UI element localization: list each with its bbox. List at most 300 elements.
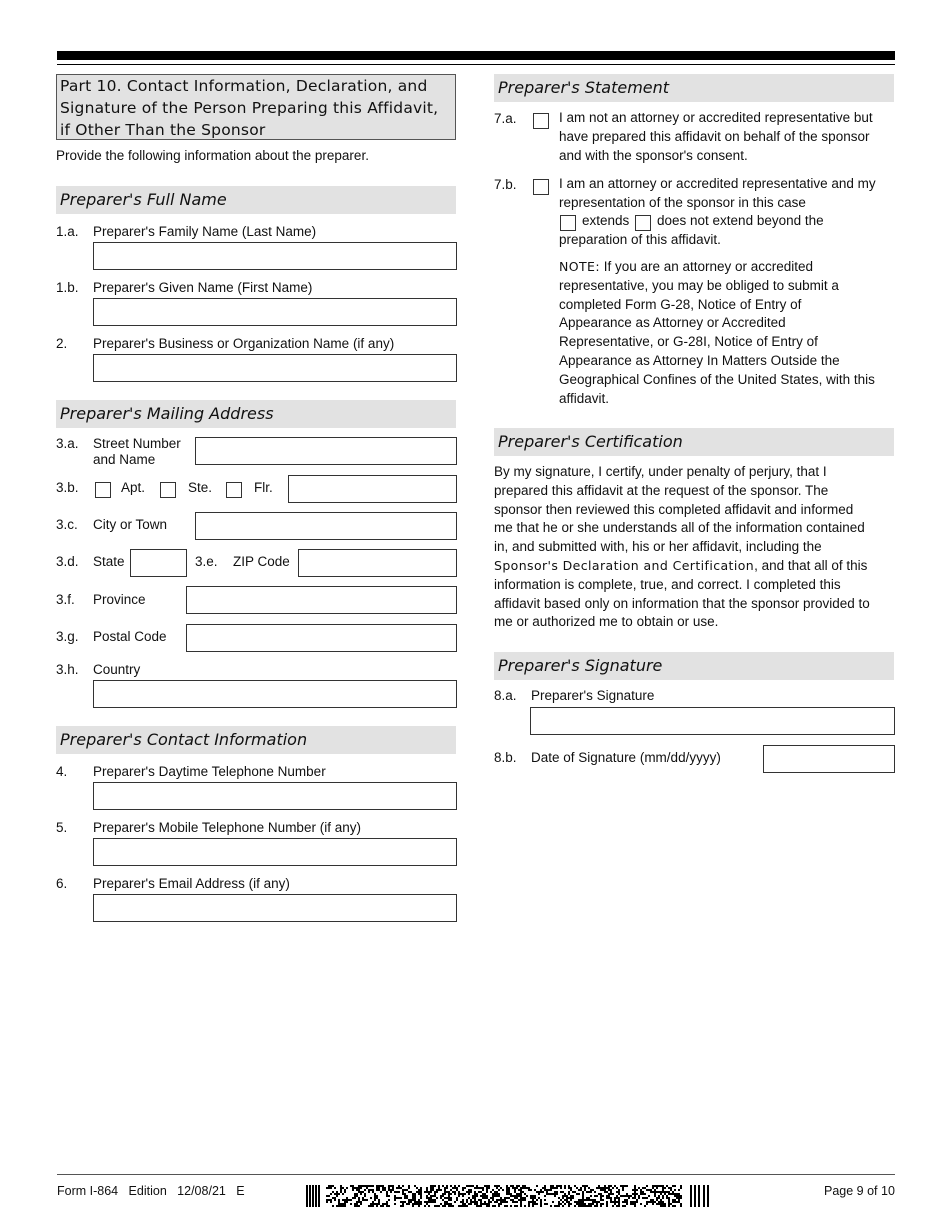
barcode-mark	[382, 1187, 384, 1189]
barcode-mark	[408, 1199, 410, 1201]
barcode-mark	[578, 1201, 580, 1203]
barcode-mark	[678, 1193, 680, 1195]
barcode-mark	[668, 1187, 670, 1189]
daytime-phone-field[interactable]	[93, 782, 457, 810]
barcode-mark	[484, 1197, 486, 1199]
barcode-mark	[707, 1185, 709, 1207]
barcode-mark	[450, 1199, 452, 1201]
barcode-mark	[334, 1187, 336, 1189]
barcode-mark	[498, 1203, 500, 1205]
barcode-mark	[472, 1197, 474, 1199]
business-name-label: Preparer's Business or Organization Name (if any)	[93, 336, 395, 351]
barcode-mark	[658, 1203, 660, 1205]
barcode-mark	[520, 1195, 522, 1197]
barcode-mark	[646, 1189, 648, 1191]
barcode-mark	[604, 1187, 606, 1189]
barcode-mark	[514, 1195, 516, 1197]
barcode-mark	[506, 1189, 508, 1191]
barcode-mark	[430, 1187, 432, 1189]
barcode-mark	[410, 1191, 412, 1193]
barcode-mark	[404, 1195, 406, 1197]
barcode-mark	[406, 1203, 408, 1205]
barcode-mark	[626, 1193, 628, 1195]
barcode-mark	[550, 1185, 552, 1187]
barcode-mark	[484, 1193, 486, 1195]
postal-field[interactable]	[186, 624, 457, 652]
statement-line: and with the sponsor's consent.	[559, 147, 748, 163]
barcode-mark	[480, 1187, 482, 1189]
barcode-mark	[498, 1205, 500, 1207]
barcode-mark	[628, 1197, 630, 1199]
ste-label: Ste.	[188, 480, 213, 495]
barcode-mark	[424, 1201, 426, 1203]
barcode-mark	[506, 1187, 508, 1189]
barcode-mark	[516, 1193, 518, 1195]
barcode-mark	[488, 1199, 490, 1201]
cert-line: me that he or she understands all of the information contained	[494, 520, 865, 536]
barcode-mark	[362, 1199, 364, 1201]
page-number: Page 9 of 10	[824, 1184, 895, 1198]
barcode-mark	[602, 1189, 604, 1191]
barcode-mark	[566, 1201, 568, 1203]
barcode-mark	[512, 1187, 514, 1189]
barcode-mark	[406, 1195, 408, 1197]
barcode-mark	[510, 1185, 512, 1187]
barcode-mark	[634, 1193, 636, 1195]
barcode-mark	[336, 1205, 338, 1207]
barcode-mark	[476, 1193, 478, 1195]
barcode-mark	[486, 1203, 488, 1205]
barcode-mark	[512, 1199, 514, 1201]
barcode-mark	[432, 1185, 434, 1187]
ste-checkbox[interactable]	[160, 482, 176, 498]
statement-line: I am an attorney or accredited representative and my	[559, 176, 876, 191]
barcode-mark	[420, 1203, 422, 1205]
barcode-mark	[458, 1185, 460, 1187]
item-number: 3.h.	[56, 662, 79, 677]
email-label: Preparer's Email Address (if any)	[93, 876, 290, 891]
barcode-mark	[600, 1203, 602, 1205]
barcode-mark	[366, 1199, 368, 1201]
barcode-mark	[678, 1199, 680, 1201]
note-line: affidavit.	[559, 390, 610, 406]
barcode-mark	[608, 1193, 610, 1195]
barcode-mark	[532, 1201, 534, 1203]
barcode-mark	[558, 1205, 560, 1207]
barcode-mark	[672, 1205, 674, 1207]
barcode-mark	[578, 1199, 580, 1201]
barcode-mark	[634, 1203, 636, 1205]
barcode-mark	[368, 1191, 370, 1193]
barcode-mark	[664, 1203, 666, 1205]
unit-number-field[interactable]	[288, 475, 457, 503]
barcode-mark	[616, 1197, 618, 1199]
barcode-mark	[344, 1205, 346, 1207]
barcode-mark	[608, 1195, 610, 1197]
barcode-mark	[334, 1199, 336, 1201]
barcode-mark	[356, 1203, 358, 1205]
business-name-field[interactable]	[93, 354, 457, 382]
barcode-mark	[384, 1203, 386, 1205]
barcode-mark	[430, 1197, 432, 1199]
not-attorney-checkbox[interactable]	[533, 113, 549, 129]
barcode-mark	[426, 1203, 428, 1205]
barcode-mark	[372, 1189, 374, 1191]
city-label: City or Town	[93, 517, 168, 532]
barcode-mark	[572, 1191, 574, 1193]
barcode-mark	[372, 1201, 374, 1203]
barcode-mark	[574, 1191, 576, 1193]
barcode-mark	[570, 1187, 572, 1189]
barcode-mark	[534, 1197, 536, 1199]
barcode-mark	[544, 1203, 546, 1205]
barcode-mark	[474, 1187, 476, 1189]
barcode-mark	[604, 1189, 606, 1191]
province-field[interactable]	[186, 586, 457, 614]
barcode-mark	[550, 1189, 552, 1191]
barcode-mark	[642, 1191, 644, 1193]
note-line: completed Form G-28, Notice of Entry of	[559, 296, 802, 312]
barcode	[306, 1185, 712, 1207]
barcode-mark	[480, 1205, 482, 1207]
barcode-mark	[486, 1185, 488, 1187]
barcode-mark	[462, 1187, 464, 1189]
barcode-mark	[528, 1189, 530, 1191]
barcode-mark	[590, 1189, 592, 1191]
barcode-mark	[646, 1197, 648, 1199]
barcode-mark	[642, 1197, 644, 1199]
barcode-mark	[588, 1205, 590, 1207]
barcode-mark	[508, 1197, 510, 1199]
barcode-mark	[360, 1193, 362, 1195]
part-title-line: Signature of the Person Preparing this Affidavit,	[60, 99, 439, 117]
barcode-mark	[678, 1197, 680, 1199]
barcode-mark	[416, 1191, 418, 1193]
barcode-mark	[676, 1197, 678, 1199]
barcode-mark	[430, 1199, 432, 1201]
barcode-mark	[510, 1195, 512, 1197]
barcode-mark	[356, 1193, 358, 1195]
barcode-mark	[518, 1193, 520, 1195]
cert-line: prepared this affidavit at the request of the sponsor. The	[494, 482, 829, 498]
barcode-mark	[332, 1197, 334, 1199]
attorney-checkbox[interactable]	[533, 179, 549, 195]
barcode-mark	[656, 1185, 658, 1187]
barcode-mark	[660, 1185, 662, 1187]
barcode-mark	[580, 1205, 582, 1207]
barcode-mark	[448, 1197, 450, 1199]
barcode-mark	[496, 1201, 498, 1203]
barcode-mark	[600, 1193, 602, 1195]
barcode-mark	[466, 1205, 468, 1207]
barcode-mark	[404, 1189, 406, 1191]
mobile-phone-field[interactable]	[93, 838, 457, 866]
barcode-mark	[518, 1195, 520, 1197]
barcode-mark	[564, 1199, 566, 1201]
barcode-mark	[572, 1195, 574, 1197]
barcode-mark	[356, 1189, 358, 1191]
barcode-mark	[644, 1197, 646, 1199]
barcode-mark	[616, 1191, 618, 1193]
country-field[interactable]	[93, 680, 457, 708]
barcode-mark	[524, 1185, 526, 1187]
barcode-mark	[680, 1203, 682, 1205]
barcode-mark	[456, 1187, 458, 1189]
barcode-mark	[414, 1199, 416, 1201]
email-field[interactable]	[93, 894, 457, 922]
barcode-mark	[392, 1189, 394, 1191]
barcode-mark	[640, 1191, 642, 1193]
barcode-mark	[478, 1205, 480, 1207]
item-number: 1.b.	[56, 280, 79, 295]
barcode-mark	[434, 1201, 436, 1203]
street-field[interactable]	[195, 437, 457, 465]
barcode-mark	[516, 1185, 518, 1187]
barcode-mark	[632, 1203, 634, 1205]
barcode-mark	[500, 1203, 502, 1205]
barcode-mark	[670, 1187, 672, 1189]
barcode-mark	[584, 1203, 586, 1205]
barcode-mark	[418, 1189, 420, 1191]
barcode-mark	[534, 1201, 536, 1203]
barcode-mark	[562, 1195, 564, 1197]
barcode-mark	[494, 1193, 496, 1195]
barcode-mark	[668, 1197, 670, 1199]
barcode-mark	[600, 1205, 602, 1207]
barcode-mark	[586, 1205, 588, 1207]
given-name-field[interactable]	[93, 298, 457, 326]
does-not-extend-checkbox[interactable]	[635, 215, 651, 231]
barcode-mark	[478, 1199, 480, 1201]
barcode-mark	[346, 1187, 348, 1189]
barcode-mark	[420, 1193, 422, 1195]
barcode-mark	[446, 1185, 448, 1187]
barcode-mark	[408, 1185, 410, 1187]
barcode-mark	[444, 1203, 446, 1205]
barcode-mark	[416, 1201, 418, 1203]
barcode-mark	[330, 1187, 332, 1189]
barcode-mark	[560, 1199, 562, 1201]
barcode-mark	[508, 1187, 510, 1189]
barcode-mark	[378, 1187, 380, 1189]
barcode-mark	[582, 1191, 584, 1193]
barcode-mark	[448, 1193, 450, 1195]
barcode-mark	[458, 1195, 460, 1197]
barcode-mark	[504, 1199, 506, 1201]
barcode-mark	[506, 1197, 508, 1199]
barcode-mark	[582, 1185, 584, 1187]
city-field[interactable]	[195, 512, 457, 540]
barcode-mark	[414, 1203, 416, 1205]
barcode-mark	[694, 1185, 696, 1207]
barcode-mark	[552, 1201, 554, 1203]
barcode-mark	[650, 1199, 652, 1201]
apt-checkbox[interactable]	[95, 482, 111, 498]
barcode-mark	[432, 1187, 434, 1189]
family-name-field[interactable]	[93, 242, 457, 270]
barcode-mark	[360, 1185, 362, 1187]
barcode-mark	[448, 1195, 450, 1197]
barcode-mark	[434, 1193, 436, 1195]
barcode-mark	[510, 1199, 512, 1201]
barcode-mark	[564, 1193, 566, 1195]
barcode-mark	[502, 1189, 504, 1191]
barcode-mark	[480, 1191, 482, 1193]
item-number: 2.	[56, 336, 68, 351]
barcode-mark	[662, 1191, 664, 1193]
barcode-mark	[332, 1185, 334, 1187]
attorney-note	[559, 258, 875, 408]
barcode-mark	[448, 1203, 450, 1205]
barcode-mark	[388, 1195, 390, 1197]
barcode-mark	[622, 1201, 624, 1203]
section-preparer-signature: Preparer's Signature	[494, 652, 894, 680]
barcode-mark	[376, 1185, 378, 1187]
barcode-mark	[498, 1189, 500, 1191]
barcode-mark	[328, 1187, 330, 1189]
barcode-mark	[652, 1191, 654, 1193]
does-not-extend-label: does not extend beyond the	[657, 213, 824, 228]
barcode-mark	[406, 1189, 408, 1191]
barcode-mark	[652, 1199, 654, 1201]
barcode-mark	[636, 1201, 638, 1203]
barcode-mark	[354, 1205, 356, 1207]
note-label: NOTE:	[559, 259, 600, 274]
barcode-mark	[554, 1191, 556, 1193]
footer-rule	[57, 1174, 895, 1175]
barcode-mark	[568, 1187, 570, 1189]
state-field[interactable]	[130, 549, 187, 577]
date-field[interactable]	[763, 745, 895, 773]
barcode-mark	[666, 1185, 668, 1187]
barcode-mark	[608, 1197, 610, 1199]
cert-line-rest: , and that all of this	[754, 557, 868, 573]
barcode-mark	[558, 1203, 560, 1205]
barcode-mark	[376, 1195, 378, 1197]
barcode-mark	[464, 1205, 466, 1207]
barcode-mark	[358, 1187, 360, 1189]
barcode-mark	[492, 1205, 494, 1207]
note-first-line	[559, 258, 875, 277]
barcode-mark	[630, 1195, 632, 1197]
statement-line: representation of the sponsor in this case	[559, 194, 806, 210]
barcode-mark	[614, 1197, 616, 1199]
barcode-mark	[398, 1187, 400, 1189]
extends-checkbox[interactable]	[560, 215, 576, 231]
barcode-mark	[566, 1197, 568, 1199]
barcode-mark	[390, 1191, 392, 1193]
zip-field[interactable]	[298, 549, 457, 577]
barcode-mark	[408, 1191, 410, 1193]
barcode-mark	[372, 1203, 374, 1205]
barcode-mark	[468, 1193, 470, 1195]
barcode-mark	[494, 1191, 496, 1193]
barcode-mark	[626, 1195, 628, 1197]
barcode-mark	[582, 1193, 584, 1195]
barcode-mark	[492, 1197, 494, 1199]
barcode-mark	[530, 1189, 532, 1191]
flr-checkbox[interactable]	[226, 482, 242, 498]
barcode-mark	[520, 1199, 522, 1201]
barcode-mark	[470, 1189, 472, 1191]
barcode-mark	[654, 1189, 656, 1191]
barcode-mark	[432, 1195, 434, 1197]
barcode-mark	[462, 1199, 464, 1201]
barcode-mark	[496, 1195, 498, 1197]
barcode-mark	[418, 1203, 420, 1205]
barcode-mark	[492, 1195, 494, 1197]
barcode-mark	[602, 1195, 604, 1197]
barcode-mark	[342, 1203, 344, 1205]
barcode-mark	[568, 1191, 570, 1193]
barcode-mark	[514, 1197, 516, 1199]
barcode-mark	[606, 1205, 608, 1207]
barcode-mark	[546, 1203, 548, 1205]
statement-line: preparation of this affidavit.	[559, 232, 721, 248]
barcode-mark	[454, 1185, 456, 1187]
barcode-mark	[672, 1191, 674, 1193]
certification-text	[494, 463, 870, 632]
barcode-mark	[634, 1195, 636, 1197]
barcode-mark	[622, 1185, 624, 1187]
item-number: 3.a.	[56, 436, 79, 451]
barcode-mark	[456, 1199, 458, 1201]
barcode-mark	[420, 1187, 422, 1189]
barcode-mark	[378, 1185, 380, 1187]
barcode-mark	[658, 1197, 660, 1199]
barcode-mark	[640, 1189, 642, 1191]
barcode-mark	[388, 1185, 390, 1187]
barcode-mark	[414, 1193, 416, 1195]
barcode-mark	[550, 1193, 552, 1195]
barcode-mark	[430, 1195, 432, 1197]
barcode-mark	[636, 1199, 638, 1201]
barcode-mark	[328, 1185, 330, 1187]
barcode-mark	[656, 1187, 658, 1189]
signature-field[interactable]	[530, 707, 895, 735]
barcode-mark	[360, 1203, 362, 1205]
barcode-mark	[326, 1201, 328, 1203]
form-edition: Form I-864 Edition 12/08/21 E	[57, 1184, 245, 1198]
barcode-mark	[370, 1205, 372, 1207]
barcode-mark	[586, 1199, 588, 1201]
barcode-mark	[390, 1185, 392, 1187]
barcode-mark	[362, 1197, 364, 1199]
barcode-mark	[382, 1205, 384, 1207]
barcode-mark	[446, 1197, 448, 1199]
barcode-mark	[326, 1187, 328, 1189]
barcode-mark	[582, 1195, 584, 1197]
barcode-mark	[532, 1205, 534, 1207]
barcode-mark	[366, 1185, 368, 1187]
barcode-mark	[378, 1201, 380, 1203]
barcode-mark	[396, 1197, 398, 1199]
barcode-mark	[486, 1195, 488, 1197]
barcode-mark	[486, 1191, 488, 1193]
barcode-mark	[416, 1203, 418, 1205]
barcode-mark	[660, 1201, 662, 1203]
barcode-mark	[600, 1187, 602, 1189]
barcode-mark	[560, 1187, 562, 1189]
barcode-mark	[514, 1205, 516, 1207]
barcode-mark	[590, 1191, 592, 1193]
barcode-mark	[420, 1201, 422, 1203]
item-number: 5.	[56, 820, 68, 835]
barcode-mark	[580, 1189, 582, 1191]
barcode-mark	[342, 1205, 344, 1207]
barcode-mark	[656, 1199, 658, 1201]
barcode-mark	[606, 1201, 608, 1203]
